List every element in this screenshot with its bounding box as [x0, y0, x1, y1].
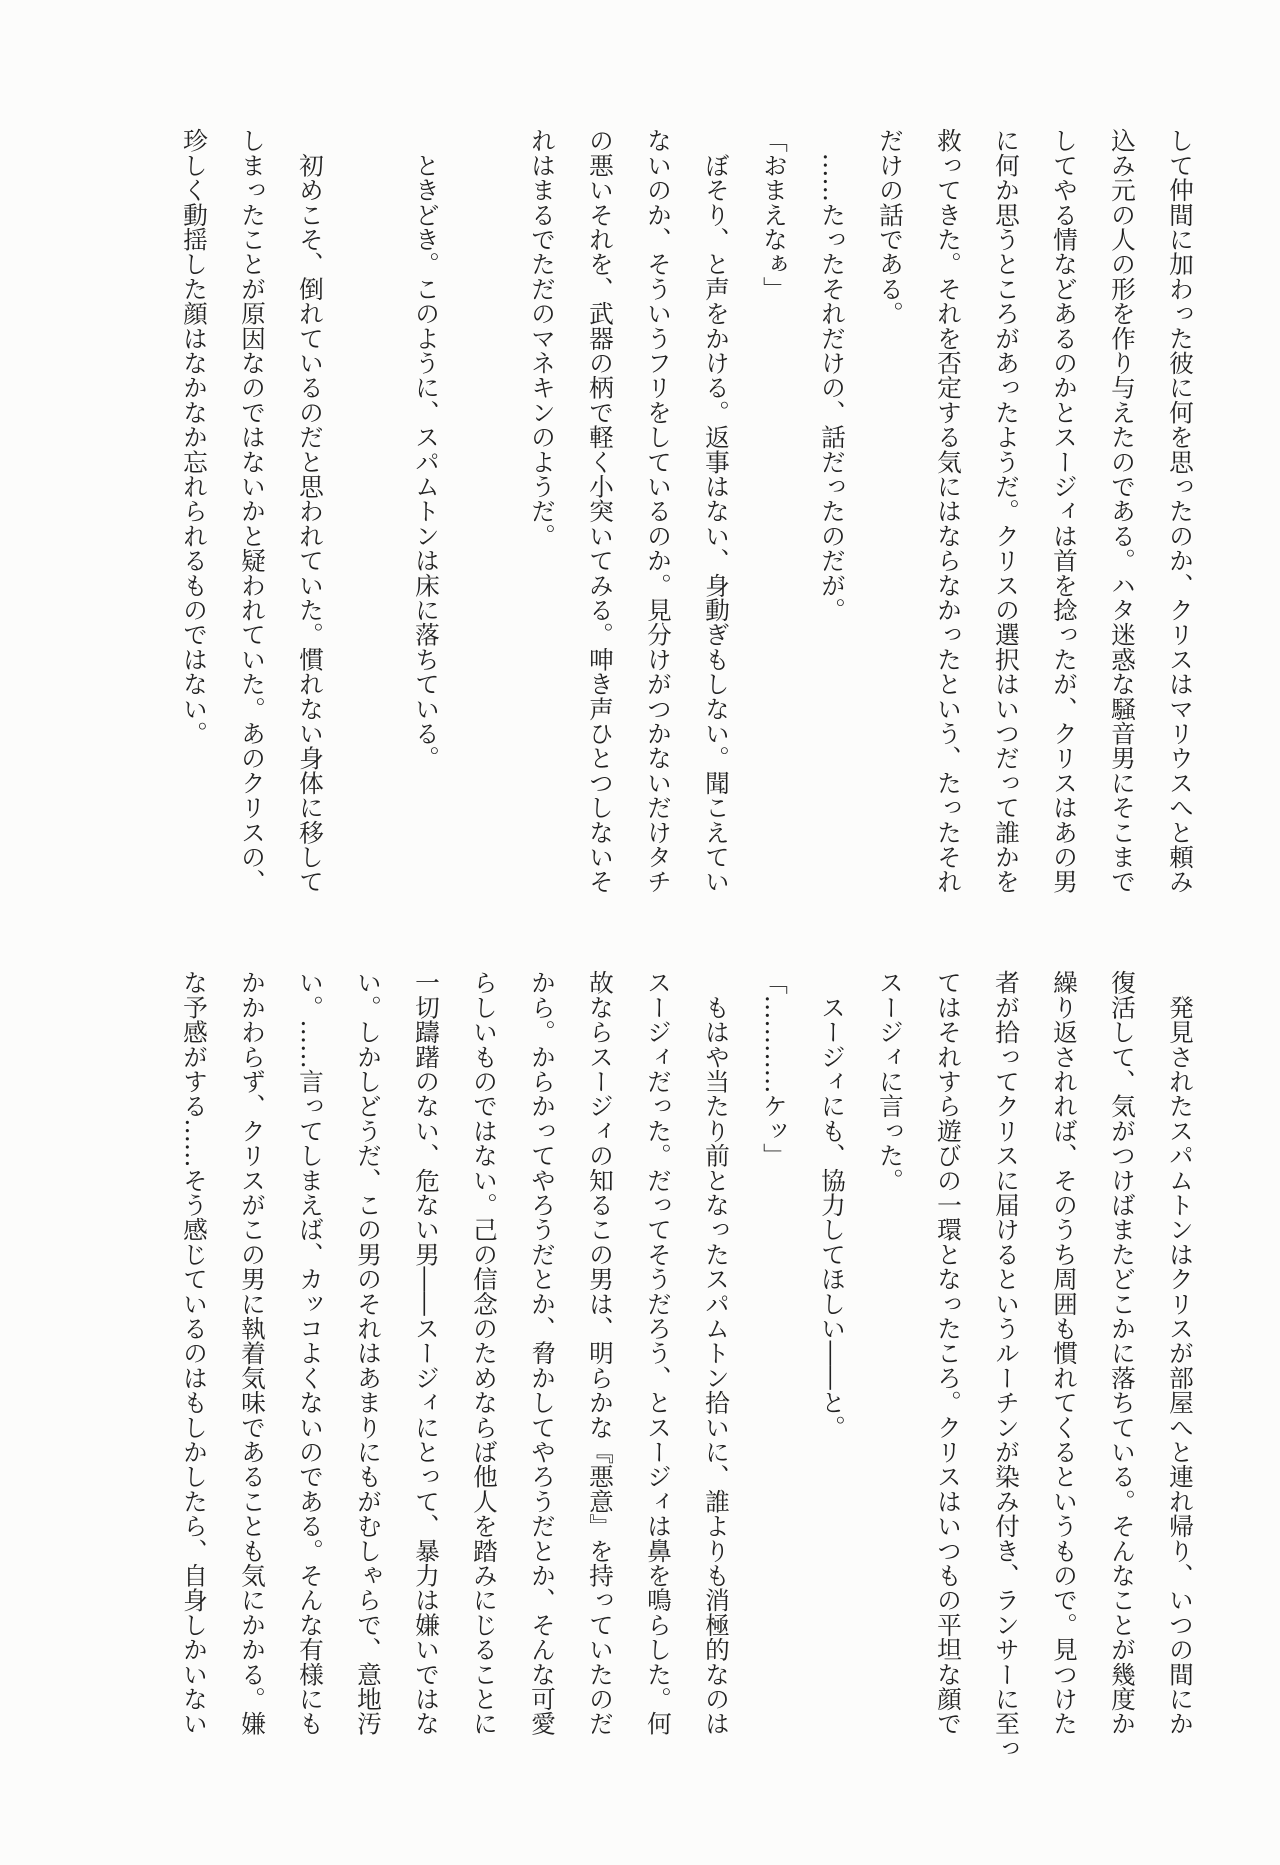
- text-line: い。しかしどうだ、この男のそれはあまりにもがむしゃらで、意地汚: [354, 970, 383, 1736]
- text-line: 救ってきた。それを否定する気にはならなかったという、たったそれ: [934, 128, 963, 894]
- text-line: の悪いそれを、武器の柄で軽く小突いてみる。呻き声ひとつしないそ: [586, 128, 615, 894]
- text-line: 一切躊躇のない、危ない男――スージィにとって、暴力は嫌いではな: [412, 970, 441, 1736]
- blank-line: [455, 128, 513, 908]
- text-line: 珍しく動揺した顔はなかなか忘れられるものではない。: [180, 128, 209, 746]
- text-line: ……たったそれだけの、話だったのだが。: [818, 128, 847, 622]
- text-line: もはや当たり前となったスパムトン拾いに、誰よりも消極的なのは: [702, 970, 731, 1736]
- dialogue-line: 「おまえなぁ」: [760, 128, 789, 301]
- text-line: スージィにも、協力してほしい――と。: [818, 970, 847, 1440]
- text-line: 初めこそ、倒れているのだと思われていた。慣れない身体に移して: [296, 128, 325, 894]
- text-line: 故ならスージィの知るこの男は、明らかな『悪意』を持っていたのだ: [586, 970, 615, 1736]
- text-line: から。からかってやろうだとか、脅かしてやろうだとか、そんな可愛: [528, 970, 557, 1736]
- text-line: れはまるでただのマネキンのようだ。: [528, 128, 557, 548]
- text-line: しまったことが原因なのではないかと疑われていた。あのクリスの、: [238, 128, 267, 894]
- text-line: スージィに言った。: [876, 970, 905, 1193]
- text-line: してやる情などあるのかとスージィは首を捻ったが、クリスはあの男: [1050, 128, 1079, 894]
- text-line: な予感がする……そう感じているのはもしかしたら、自身しかいない: [180, 970, 209, 1736]
- upper-text-block: [165, 128, 1209, 908]
- text-line: スージィだった。だってそうだろう、とスージィは鼻を鳴らした。何: [644, 970, 673, 1736]
- text-line: ときどき。このように、スパムトンは床に落ちている。: [412, 128, 441, 771]
- text-line: して仲間に加わった彼に何を思ったのか、クリスはマリウスへと頼み: [1166, 128, 1195, 894]
- lower-text-block: [165, 970, 1209, 1761]
- text-line: かかわらず、クリスがこの男に執着気味であることも気にかかる。嫌: [238, 970, 267, 1736]
- text-line: 者が拾ってクリスに届けるというルーチンが染み付き、ランサーに至っ: [992, 970, 1021, 1761]
- text-line: ないのか、そういうフリをしているのか。見分けがつかないだけタチ: [644, 128, 673, 894]
- text-line: 込み元の人の形を作り与えたのである。ハタ迷惑な騒音男にそこまで: [1108, 128, 1137, 894]
- text-line: に何か思うところがあったようだ。クリスの選択はいつだって誰かを: [992, 128, 1021, 894]
- text-line: 復活して、気がつけばまたどこかに落ちている。そんなことが幾度か: [1108, 970, 1137, 1736]
- text-line: 発見されたスパムトンはクリスが部屋へと連れ帰り、いつの間にか: [1166, 970, 1195, 1736]
- text-line: い。……言ってしまえば、カッコよくないのである。そんな有様にも: [296, 970, 325, 1736]
- text-line: てはそれすら遊びの一環となったころ。クリスはいつもの平坦な顔で: [934, 970, 963, 1736]
- text-line: だけの話である。: [876, 128, 905, 326]
- text-line: 繰り返されれば、そのうち周囲も慣れてくるというもので。見つけた: [1050, 970, 1079, 1736]
- text-line: らしいものではない。己の信念のためならば他人を踏みにじることに: [470, 970, 499, 1736]
- dialogue-line: 「…………ケッ」: [760, 970, 789, 1168]
- blank-line: [339, 128, 397, 908]
- text-line: ぼそり、と声をかける。返事はない、身動ぎもしない。聞こえてい: [702, 128, 731, 894]
